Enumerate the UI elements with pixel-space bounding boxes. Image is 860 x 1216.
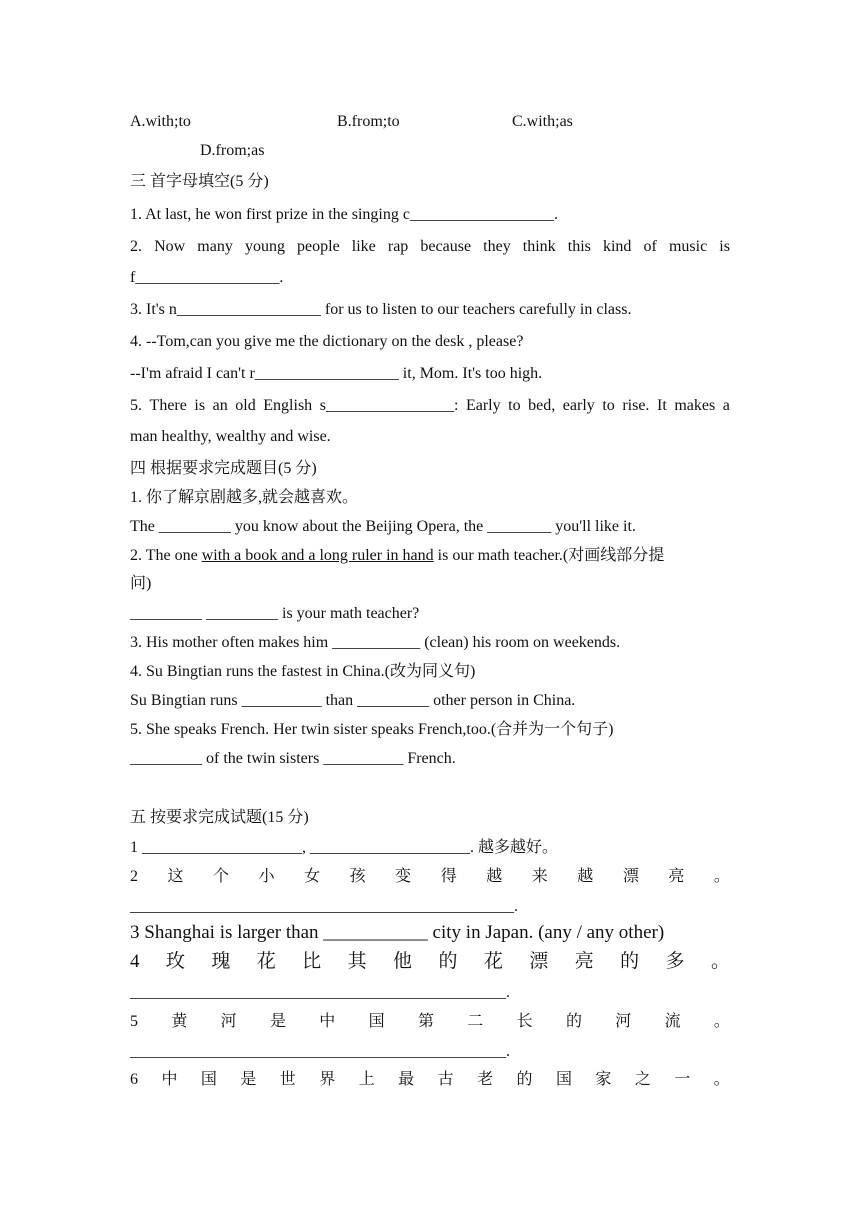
s5-q5-char: 是 [269,1013,286,1030]
s5-q2-char: 亮 [668,868,685,885]
s5-q6-char: 古 [437,1071,454,1088]
s5-q5-char: 5 [130,1013,138,1030]
s3-q5-word: an [212,397,228,414]
s3-q2-word: people [297,238,340,255]
s5-q6-char: 国 [555,1071,572,1088]
s3-q5-word: s________________: [319,397,459,414]
s3-q5-word: English [263,397,313,414]
s5-q6-char: 是 [240,1071,257,1088]
s4-question-5-answer: _________ of the twin sisters __________ French. [130,750,456,767]
s5-q6-char: 国 [200,1071,217,1088]
s5-question-6 [130,1070,730,1090]
s3-q2-word: kind [602,238,632,255]
s3-q5-word: early [562,397,595,414]
s3-q5-word: to [602,397,615,414]
s5-q6-char: 界 [319,1071,336,1088]
s3-q5-word: bed, [528,397,556,414]
s4-q2-post: is our math teacher.(对画线部分提 [433,547,665,564]
s4-question-1-en: The _________ you know about the Beijing Opera, the ________ you'll like it. [130,518,636,535]
s3-question-2-line2: f__________________. [130,269,284,286]
s3-q2-word: this [567,238,591,255]
s3-q2-word: they [483,238,511,255]
s5-q5-char: 河 [615,1013,632,1030]
s3-q5-word: is [194,397,206,414]
s3-question-4a: 4. --Tom,can you give me the dictionary on the desk , please? [130,333,524,350]
option-c: C.with;as [512,113,573,130]
s5-q5-char: 中 [319,1013,336,1030]
s5-q5-char: 的 [565,1013,582,1030]
s3-question-2-line1 [130,237,730,257]
s5-q4-char: 。 [710,951,730,972]
s4-question-4-answer: Su Bingtian runs __________ than _________ other person in China. [130,692,576,709]
option-b: B.from;to [337,113,400,130]
s5-question-5 [130,1012,730,1032]
s3-q5-word: a [722,397,730,414]
s5-q2-char: 来 [531,868,548,885]
s4-q2-pre: 2. The one [130,547,202,564]
s5-q5-char: 流 [664,1013,681,1030]
s3-q5-word: There [149,397,187,414]
s3-q2-word: like [351,238,376,255]
s3-q5-word: rise. [622,397,650,414]
s3-q2-word: young [244,238,285,255]
s3-q5-word: makes [674,397,716,414]
s5-q4-char: 他 [393,951,413,972]
s5-q2-char: 小 [258,868,275,885]
s4-question-4: 4. Su Bingtian runs the fastest in China.(改为同义句) [130,663,476,680]
s5-q4-char: 的 [438,951,458,972]
s5-q5-char: 。 [713,1013,730,1030]
s3-question-5-line1 [130,396,730,416]
s5-question-4 [130,952,730,972]
s5-q4-char: 多 [665,951,685,972]
s5-q4-char: 其 [347,951,367,972]
s5-q4-char: 漂 [529,951,549,972]
s4-question-2-line2: 问) [130,575,152,592]
option-d: D.from;as [200,142,265,159]
s5-q6-char: 世 [279,1071,296,1088]
s3-q2-word: Now [154,238,186,255]
s5-question-2-blank: ________________________________________________. [130,898,518,915]
s3-question-1: 1. At last, he won first prize in the singing c__________________. [130,206,558,223]
s5-q5-char: 二 [467,1013,484,1030]
s5-q2-char: 女 [304,868,321,885]
s5-question-4-blank: _______________________________________________. [130,984,510,1001]
s5-q6-char: 6 [130,1071,138,1088]
s5-q6-char: 中 [161,1071,178,1088]
s4-question-2-answer: _________ _________ is your math teacher? [130,605,420,622]
s5-q4-char: 花 [256,951,276,972]
s5-q4-char: 比 [302,951,322,972]
s3-q2-word: 2. [130,238,142,255]
s5-question-1: 1 ____________________, ____________________. 越多越好。 [130,839,559,856]
s3-q5-word: 5. [130,397,142,414]
s5-q6-char: 。 [713,1071,730,1088]
s3-q2-word: music [668,238,708,255]
s5-q4-char: 瑰 [211,951,231,972]
s5-q2-char: 变 [395,868,412,885]
s5-q2-char: 孩 [349,868,366,885]
s5-q4-char: 亮 [574,951,594,972]
s3-q2-word: of [643,238,657,255]
s5-q6-char: 家 [595,1071,612,1088]
s5-q6-char: 的 [516,1071,533,1088]
s5-q6-char: 最 [398,1071,415,1088]
section4-heading: 四 根据要求完成题目(5 分) [130,460,317,477]
s4-q2-underlined: with a book and a long ruler in hand [201,547,434,564]
s4-question-5: 5. She speaks French. Her twin sister speaks French,too.(合并为一个句子) [130,721,614,738]
section3-heading: 三 首字母填空(5 分) [130,173,269,190]
s3-question-3: 3. It's n__________________ for us to listen to our teachers carefully in class. [130,301,632,318]
s5-q2-char: 得 [440,868,457,885]
s3-q2-word: many [197,238,233,255]
s5-q5-char: 长 [516,1013,533,1030]
s3-q5-word: It [656,397,667,414]
s5-q4-char: 4 [130,951,140,972]
s5-q4-char: 玫 [165,951,185,972]
s3-q2-word: is [719,238,730,255]
s5-q6-char: 上 [358,1071,375,1088]
s5-q2-char: 。 [713,868,730,885]
s5-q6-char: 老 [477,1071,494,1088]
s5-question-2 [130,867,730,887]
s5-q5-char: 河 [220,1013,237,1030]
s5-q6-char: 一 [674,1071,691,1088]
option-a: A.with;to [130,113,191,130]
s3-q5-word: Early [465,397,501,414]
s5-q2-char: 越 [577,868,594,885]
s5-q6-char: 之 [634,1071,651,1088]
s5-q2-char: 这 [167,868,184,885]
s5-q2-char: 越 [486,868,503,885]
s5-q2-char: 个 [213,868,230,885]
s5-q5-char: 国 [368,1013,385,1030]
s4-question-2 [130,546,664,566]
s5-q2-char: 2 [130,868,138,885]
s3-q5-word: to [508,397,521,414]
s3-question-5-line2: man healthy, wealthy and wise. [130,428,331,445]
s3-q5-word: old [235,397,256,414]
s5-q4-char: 花 [483,951,503,972]
s5-q5-char: 黄 [171,1013,188,1030]
s5-q5-char: 第 [417,1013,434,1030]
s3-q2-word: rap [387,238,409,255]
s5-question-3: 3 Shanghai is larger than ___________ city in Japan. (any / any other) [130,922,665,943]
s5-question-5-blank: _______________________________________________. [130,1043,510,1060]
section5-heading: 五 按要求完成试题(15 分) [130,809,309,826]
s5-q2-char: 漂 [622,868,639,885]
s3-q2-word: think [522,238,556,255]
s3-question-4b: --I'm afraid I can't r__________________ it, Mom. It's too high. [130,365,543,382]
s4-question-3: 3. His mother often makes him ___________ (clean) his room on weekends. [130,634,621,651]
s3-q2-word: because [420,238,472,255]
s5-q4-char: 的 [620,951,640,972]
s4-question-1-cn: 1. 你了解京剧越多,就会越喜欢。 [130,489,359,506]
